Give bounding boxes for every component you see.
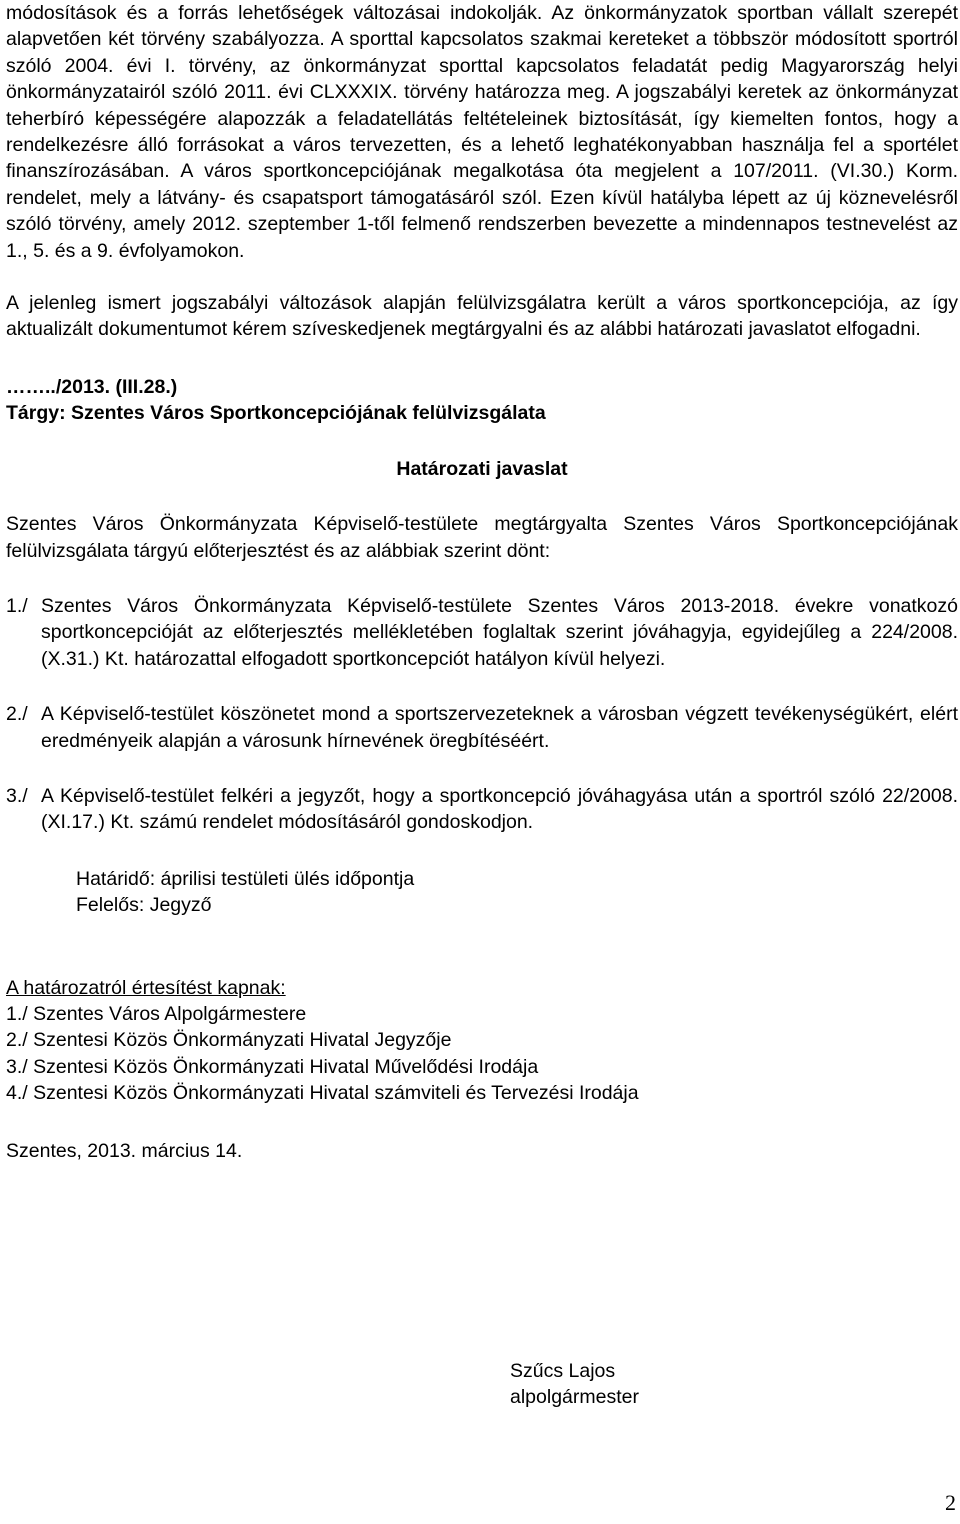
resolution-deadline: Határidő: áprilisi testületi ülés időpontja — [76, 867, 415, 890]
resolution-number: ……../2013. (III.28.) — [6, 375, 178, 398]
signature-title: alpolgármester — [510, 1386, 639, 1409]
notification-recipient: 1./ Szentes Város Alpolgármestere — [6, 1002, 307, 1025]
resolution-item-text: Szentes Város Önkormányzata Képviselő-testülete Szentes Város 2013-2018. évekre vonatkozó sportkoncepcióját az előterjesztés mellékletében foglaltak szerint jóváhagyja, egyidejűleg a 224/2008. (X.31.) Kt. határozattal elfogadott sportkoncepciót hatályon kívül helyezi. — [41, 594, 958, 670]
resolution-item-number: 3./ — [6, 784, 28, 807]
intro-paragraph-2: A jelenleg ismert jogszabályi változások alapján felülvizsgálatra került a város sportkoncepciója, az így aktualizált dokumentumot kérem szíveskedjenek megtárgyalni és az alábbi határozati javaslatot elfogadni. — [6, 292, 958, 341]
resolution-item-3 — [6, 783, 958, 836]
document-page — [6, 0, 958, 1164]
resolution-responsible: Felelős: Jegyző — [76, 894, 212, 917]
signature-block — [510, 1358, 639, 1411]
intro-paragraph-1: módosítások és a forrás lehetőségek változásai indokolják. Az önkormányzatok sportban vállalt szerepét alapvetően két törvény szabályozza. A sporttal kapcsolatos szakmai kereteket a többször módosított sportról szóló 2004. évi I. törvény, az önkormányzat sporttal kapcsolatos feladatát pedig Magyarország helyi önkormányzatairól szóló 2011. évi CLXXXIX. törvény határozza meg. A jogszabályi keretek az önkormányzat teherbíró képességére alapozzák a feladatellátás feltételeinek biztosítását, így kiemelten fontos, hogy a rendelkezésre álló forrásokat a város tervezetten, és a lehető leghatékonyabban használja fel a sportélet finanszírozásában. A város sportkoncepciójának megalkotása óta megjelent a 107/2011. (VI.30.) Korm. rendelet, mely a látvány- és csapatsport támogatásáról szól. Ezen kívül hatályba lépett az új köznevelésről szóló törvény, amely 2012. szeptember 1-től felmenő rendszerben bevezette a mindennapos testnevelést az 1., 5. és a 9. évfolyamokon. — [6, 2, 958, 262]
resolution-item-2 — [6, 701, 958, 754]
resolution-item-number: 1./ — [6, 594, 28, 617]
resolution-item-text: A Képviselő-testület felkéri a jegyzőt, hogy a sportkoncepció jóváhagyása után a sportról szóló 22/2008. (XI.17.) Kt. számú rendelet módosításáról gondoskodjon. — [41, 784, 958, 834]
resolution-item-text: A Képviselő-testület köszönetet mond a sportszervezeteknek a városban végzett tevékenységükért, elért eredményeik alapján a városunk hírnevének öregbítéséért. — [41, 703, 958, 752]
resolution-preamble: Szentes Város Önkormányzata Képviselő-testülete megtárgyalta Szentes Város Sportkoncepciójának felülvizsgálata tárgyú előterjesztést és az alábbiak szerint dönt: — [6, 513, 958, 562]
notification-recipient: 4./ Szentesi Közös Önkormányzati Hivatal számviteli és Tervezési Irodája — [6, 1082, 639, 1105]
notification-recipient: 2./ Szentesi Közös Önkormányzati Hivatal Jegyzője — [6, 1029, 452, 1052]
notification-heading: A határozatról értesítést kapnak: — [6, 976, 286, 999]
resolution-heading: Határozati javaslat — [396, 457, 568, 480]
resolution-subject: Tárgy: Szentes Város Sportkoncepciójának felülvizsgálata — [6, 402, 546, 425]
signature-name: Szűcs Lajos — [510, 1360, 616, 1382]
notification-recipient: 3./ Szentesi Közös Önkormányzati Hivatal Művelődési Irodája — [6, 1055, 539, 1078]
resolution-item-1 — [6, 593, 958, 672]
page-number: 2 — [945, 1490, 956, 1515]
resolution-item-number: 2./ — [6, 703, 28, 726]
place-date: Szentes, 2013. március 14. — [6, 1139, 243, 1162]
